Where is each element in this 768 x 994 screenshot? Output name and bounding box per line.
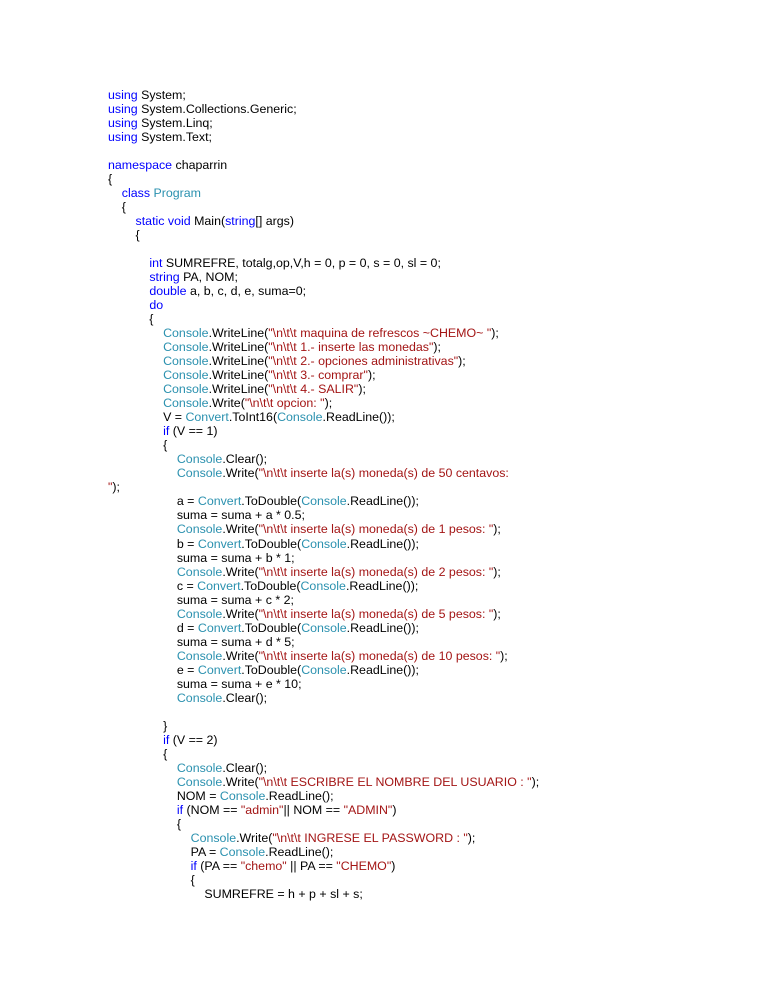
code-token: "\n\t\t inserte la(s) moneda(s) de 2 pesos: " [258, 564, 494, 579]
code-line [108, 256, 748, 270]
code-token: Console [176, 690, 223, 705]
code-token: Console [176, 648, 223, 663]
code-line [108, 691, 748, 705]
code-line [108, 480, 748, 494]
code-token: do [149, 298, 164, 313]
code-token: .ReadLine(); [265, 788, 334, 803]
code-token: NOM = [108, 788, 220, 803]
code-line [108, 565, 748, 579]
code-token: Console [219, 844, 266, 859]
code-token: ); [467, 830, 476, 845]
code-token: { [108, 872, 195, 887]
code-token: "\n\t\t INGRESE EL PASSWORD : " [272, 830, 468, 845]
code-token: { [108, 816, 181, 831]
code-token: .Write( [222, 466, 259, 481]
code-token: "\n\t\t inserte la(s) moneda(s) de 5 pesos: " [258, 606, 494, 621]
code-token: PA, NOM; [179, 270, 238, 285]
code-token: Convert [185, 410, 229, 425]
code-line [108, 144, 748, 158]
code-line [108, 803, 748, 817]
code-token [108, 424, 163, 438]
code-token: Convert [197, 578, 241, 593]
code-line [108, 859, 748, 873]
code-token: Convert [197, 494, 242, 509]
code-token: .ReadLine(); [265, 844, 334, 859]
code-token: .ToDouble( [241, 662, 302, 677]
code-token: { [108, 746, 168, 761]
code-token [108, 466, 177, 480]
code-token: .Clear(); [222, 760, 268, 775]
code-token: System.Linq; [137, 116, 213, 131]
code-token: Console [301, 662, 347, 677]
code-line [108, 396, 748, 410]
code-token: Console [163, 396, 209, 411]
code-token [108, 831, 191, 845]
code-token: .WriteLine( [208, 326, 269, 341]
code-line [108, 873, 748, 887]
code-token: .ReadLine()); [322, 410, 395, 425]
code-token: .Write( [222, 522, 259, 537]
code-token: .ReadLine()); [346, 620, 419, 635]
code-token: ); [433, 340, 441, 355]
code-token: "\n\t\t opcion: " [244, 396, 325, 411]
code-line [108, 326, 748, 340]
code-token: .ReadLine()); [346, 536, 419, 551]
code-token: .ToDouble( [240, 578, 301, 593]
code-line [108, 228, 748, 242]
code-token: Console [176, 760, 223, 775]
code-token: .Write( [236, 830, 273, 845]
code-token [108, 691, 177, 705]
code-token: "\n\t\t 1.- inserte las monedas" [268, 340, 434, 355]
code-line [108, 508, 748, 522]
code-token: .ReadLine()); [346, 662, 419, 677]
code-token [108, 298, 149, 312]
code-line [108, 607, 748, 621]
code-token [108, 326, 163, 340]
code-line [108, 789, 748, 803]
code-line [108, 102, 748, 116]
code-token: suma = suma + c * 2; [108, 592, 294, 607]
code-token: ); [491, 326, 499, 341]
code-token: System.Collections.Generic; [137, 102, 297, 117]
code-token [108, 284, 149, 298]
code-line [108, 831, 748, 845]
code-token: Console [176, 606, 223, 621]
code-line [108, 410, 748, 424]
code-token: if [190, 858, 197, 873]
code-token: a = [108, 494, 198, 509]
code-line [108, 354, 748, 368]
code-token: Console [176, 466, 223, 481]
code-line [108, 663, 748, 677]
code-line [108, 116, 748, 130]
code-line [108, 845, 748, 859]
code-token: if [163, 424, 170, 439]
code-token: Convert [197, 620, 242, 635]
code-token: ); [493, 522, 501, 537]
code-token: ); [493, 606, 501, 621]
code-line [108, 382, 748, 396]
code-token [108, 270, 149, 284]
code-token [108, 340, 163, 354]
code-token: ); [367, 368, 376, 383]
code-token: .Write( [222, 606, 259, 621]
code-token: (PA == [196, 858, 241, 873]
code-token: .ReadLine()); [346, 494, 419, 509]
code-line [108, 186, 748, 200]
code-token: "\n\t\t inserte la(s) moneda(s) de 10 pesos: " [258, 648, 501, 663]
code-line [108, 747, 748, 761]
code-token: Console [219, 788, 266, 803]
code-token [108, 607, 177, 621]
code-token: Console [301, 494, 347, 509]
code-token: Convert [197, 536, 242, 551]
code-line [108, 466, 748, 480]
code-token: || PA == [286, 858, 337, 873]
code-token: "chemo" [240, 858, 287, 873]
code-token: double [149, 284, 187, 299]
code-token: .WriteLine( [208, 368, 269, 383]
code-token: Console [301, 620, 347, 635]
code-token [108, 803, 177, 817]
code-token [108, 354, 163, 368]
code-token: ); [531, 774, 540, 789]
code-token [108, 452, 177, 466]
code-line [108, 452, 748, 466]
code-line [108, 677, 748, 691]
code-token: .Clear(); [222, 452, 268, 467]
code-token [108, 733, 163, 747]
code-token: (NOM == [183, 802, 241, 817]
code-line [108, 88, 748, 102]
code-token: (V == 2) [169, 732, 218, 747]
code-token: { [108, 312, 154, 327]
code-token: .ToInt16( [228, 410, 278, 425]
code-token: Console [277, 410, 323, 425]
code-token: ) [391, 858, 396, 873]
code-token: using [108, 88, 138, 102]
code-token [108, 565, 177, 579]
code-token: " [108, 480, 113, 495]
code-token: Console [176, 452, 223, 467]
code-token: "\n\t\t ESCRIBRE EL NOMBRE DEL USUARIO : " [258, 774, 532, 789]
code-line [108, 719, 748, 733]
code-token: SUMREFRE = h + p + sl + s; [108, 886, 363, 901]
code-line [108, 775, 748, 789]
code-token: .WriteLine( [208, 354, 269, 369]
code-token: "\n\t\t inserte la(s) moneda(s) de 50 centavos: [258, 466, 509, 481]
code-token [108, 522, 177, 536]
code-token: .Write( [222, 648, 259, 663]
code-line [108, 817, 748, 831]
code-token: PA = [108, 844, 220, 859]
code-line [108, 537, 748, 551]
code-line [108, 522, 748, 536]
code-line [108, 705, 748, 719]
code-token: Console [300, 578, 346, 593]
code-token: .ReadLine()); [345, 578, 419, 593]
code-token: { [108, 200, 126, 215]
code-token: .ToDouble( [241, 536, 302, 551]
code-line [108, 494, 748, 508]
code-token [108, 368, 163, 382]
code-token: .WriteLine( [208, 340, 269, 355]
code-token: ); [358, 382, 366, 397]
code-token: namespace [108, 158, 173, 173]
code-token [108, 649, 177, 663]
code-token: suma = suma + d * 5; [108, 634, 295, 649]
code-line [108, 438, 748, 452]
code-line [108, 635, 748, 649]
code-token: void [167, 214, 191, 229]
code-token: .ToDouble( [241, 620, 302, 635]
code-token [108, 214, 136, 228]
code-token: ) [392, 802, 397, 817]
code-token: Console [176, 774, 223, 789]
code-line [108, 200, 748, 214]
code-token: .WriteLine( [208, 382, 269, 397]
code-token: Main( [190, 214, 226, 229]
code-token: SUMREFRE, totalg,op,V,h = 0, p = 0, s = 0, sl = 0; [162, 256, 441, 271]
code-token: System; [137, 88, 186, 102]
code-token: ); [500, 648, 508, 663]
code-token: .Write( [208, 396, 245, 411]
code-token: int [149, 256, 163, 271]
code-listing [108, 88, 748, 901]
code-token: "\n\t\t 4.- SALIR" [268, 382, 359, 397]
code-line [108, 887, 748, 901]
code-token: "CHEMO" [336, 858, 392, 873]
code-line [108, 424, 748, 438]
code-token: Console [163, 326, 209, 341]
code-token: a, b, c, d, e, suma=0; [186, 284, 307, 299]
code-line [108, 593, 748, 607]
code-token: Console [301, 536, 347, 551]
code-token: "\n\t\t maquina de refrescos ~CHEMO~ " [268, 326, 492, 341]
code-token: .ToDouble( [241, 494, 302, 509]
code-line [108, 551, 748, 565]
code-token: using [108, 130, 138, 145]
code-token: if [176, 802, 184, 817]
code-token: (V == 1) [169, 424, 218, 439]
code-token: || NOM == [283, 802, 344, 817]
code-token: using [108, 102, 138, 117]
code-token [108, 186, 122, 200]
code-token: System.Text; [137, 130, 212, 145]
code-token: static [135, 214, 165, 229]
code-token: chaparrin [172, 158, 228, 173]
code-token: c = [108, 578, 198, 593]
code-token: using [108, 116, 138, 131]
code-token: .Clear(); [222, 690, 268, 705]
code-token: Console [163, 354, 209, 369]
code-token: string [149, 270, 180, 285]
code-token: class [121, 186, 151, 201]
code-line [108, 368, 748, 382]
code-token: { [108, 438, 168, 453]
code-token: Program [153, 186, 201, 201]
code-token: suma = suma + e * 10; [108, 676, 302, 691]
code-line [108, 733, 748, 747]
code-token: .Write( [222, 774, 259, 789]
code-token: Console [163, 368, 209, 383]
code-token: "\n\t\t 3.- comprar" [268, 368, 368, 383]
code-line [108, 158, 748, 172]
code-token: if [163, 732, 170, 747]
code-token: ); [112, 480, 120, 495]
code-token: [] args) [255, 214, 294, 229]
code-token: { [108, 228, 140, 243]
code-line [108, 172, 748, 186]
code-token: V = [108, 410, 186, 425]
code-token: Console [176, 564, 223, 579]
code-line [108, 284, 748, 298]
code-token: } [108, 718, 168, 733]
code-token: Convert [197, 662, 242, 677]
code-token: { [108, 172, 113, 187]
code-token: ); [324, 396, 333, 411]
code-token: ); [493, 564, 501, 579]
code-token [108, 382, 163, 396]
code-line [108, 579, 748, 593]
code-line [108, 761, 748, 775]
code-token: e = [108, 662, 198, 677]
code-line [108, 214, 748, 228]
code-token [108, 859, 191, 873]
code-line [108, 340, 748, 354]
code-line [108, 242, 748, 256]
code-token [108, 396, 163, 410]
code-token: ); [458, 354, 466, 369]
code-token: .Write( [222, 564, 259, 579]
code-token: suma = suma + b * 1; [108, 550, 295, 565]
code-line [108, 270, 748, 284]
code-token: "\n\t\t 2.- opciones administrativas" [268, 354, 459, 369]
code-token: Console [176, 522, 223, 537]
code-line [108, 312, 748, 326]
code-token: Console [163, 382, 209, 397]
code-token: "ADMIN" [343, 802, 393, 817]
code-token: "admin" [240, 802, 284, 817]
code-token: d = [108, 620, 198, 635]
code-token: string [225, 214, 256, 229]
code-token: suma = suma + a * 0.5; [108, 508, 305, 523]
code-token: "\n\t\t inserte la(s) moneda(s) de 1 pesos: " [258, 522, 494, 537]
code-line [108, 649, 748, 663]
code-token [108, 761, 177, 775]
code-token: Console [163, 340, 209, 355]
code-token [108, 256, 149, 270]
code-token: b = [108, 536, 198, 551]
code-line [108, 621, 748, 635]
code-token: Console [190, 830, 237, 845]
code-line [108, 130, 748, 144]
code-token [108, 775, 177, 789]
code-line [108, 298, 748, 312]
